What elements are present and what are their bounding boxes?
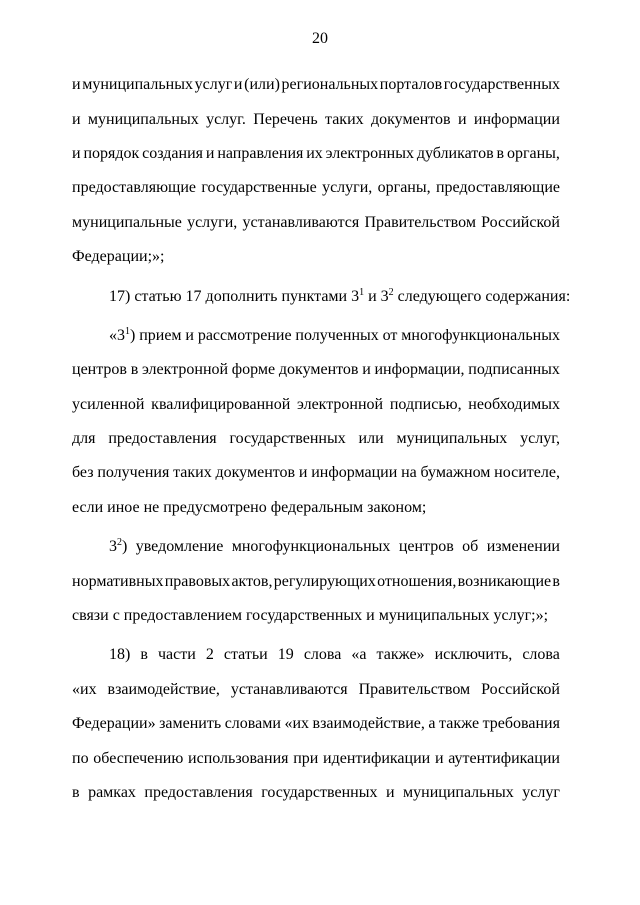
word: для (72, 430, 96, 448)
word: устанавливаются (230, 680, 348, 698)
word: на (401, 464, 417, 482)
word: «$3^1$) (109, 325, 136, 344)
word: порталов (379, 76, 443, 94)
word: предоставления (144, 784, 253, 801)
text-line-1 (72, 68, 560, 102)
word: бумажном (420, 464, 491, 482)
word: использования (188, 749, 289, 767)
word: обеспечению (93, 749, 184, 767)
word: рамках (88, 784, 136, 801)
word: аутентификации (448, 749, 560, 767)
superscript: 2 (388, 286, 394, 298)
word: услуг. (206, 110, 246, 128)
word: электронных (325, 144, 414, 162)
word: правовых (164, 572, 231, 590)
text-line-12 (72, 456, 560, 490)
text-line-3 (72, 137, 560, 171)
text-line-6 (72, 240, 560, 274)
word: муниципальные (72, 213, 182, 231)
word: 19 (277, 646, 294, 664)
word: «их (284, 715, 309, 733)
superscript: 2 (117, 537, 122, 549)
text-line-4 (72, 171, 560, 205)
word: 2 (205, 646, 214, 664)
word: части (157, 646, 196, 664)
text-line-20 (72, 741, 560, 775)
word: Российской (481, 213, 560, 231)
word: Российской (481, 680, 560, 698)
word: статьи (223, 646, 268, 664)
text-line-8 (72, 319, 560, 353)
word: отношения, (377, 572, 457, 590)
word: таких (173, 464, 212, 482)
word: необходимых (468, 395, 560, 413)
word: документов (370, 110, 451, 128)
word: в (496, 144, 505, 162)
word: документов (215, 464, 296, 482)
word: устанавливаются (242, 213, 360, 231)
word: носителе, (494, 464, 560, 482)
word: и (298, 464, 308, 482)
word: квалифицированной (151, 395, 291, 413)
word: требования (482, 715, 560, 733)
word: без (72, 464, 94, 482)
word: Перечень (253, 110, 318, 128)
word: предоставления (108, 430, 217, 448)
word: многофункциональных (231, 538, 391, 556)
word: органы, (377, 179, 431, 197)
word: в (140, 646, 148, 664)
word: дубликатов (416, 144, 494, 162)
word: создания (142, 144, 204, 162)
text-line-5 (72, 206, 560, 240)
word: «их (72, 680, 97, 698)
line-text: 17) статью 17 дополнить пунктами $3^1$ и $3^2$ следующего содержания: (109, 286, 571, 305)
word: прием (139, 326, 182, 344)
word: электронной (297, 395, 384, 413)
word: полученных (295, 326, 379, 344)
word: государственных (261, 784, 378, 801)
word: услуг (194, 76, 233, 94)
word: усиленной (72, 395, 145, 413)
word: таких (325, 110, 364, 128)
word: Правительством (358, 680, 471, 698)
word: уведомление (135, 538, 224, 556)
word: об (462, 538, 479, 556)
text-line-19 (72, 707, 560, 741)
word: рассмотрение (197, 326, 292, 344)
word: актов, (231, 572, 273, 590)
text-line-15 (72, 564, 560, 598)
text-line-10 (72, 388, 560, 422)
word: и (457, 110, 467, 128)
word: регулирующих (273, 572, 376, 590)
word: подписью, (389, 395, 462, 413)
word: электронной (141, 361, 229, 379)
word: (или) (244, 76, 280, 94)
word: многофункциональных (401, 326, 560, 344)
text-line-14 (72, 530, 560, 564)
word: услуги, (187, 213, 238, 231)
word: услуги, (322, 179, 373, 197)
word: государственных (443, 76, 560, 94)
word: услуг, (520, 430, 560, 448)
word: предоставляющие (435, 179, 560, 197)
word: по (72, 749, 89, 767)
word: идентификации (323, 749, 431, 767)
word: 18) (109, 646, 131, 664)
word: взаимодействие, (312, 715, 425, 733)
word: направления (217, 144, 304, 162)
word: возникающие (457, 572, 552, 590)
word: и (434, 749, 444, 767)
word: $3^2$) (109, 537, 128, 556)
word: органы, (506, 144, 560, 162)
word: заменить (159, 715, 222, 733)
word: при (293, 749, 319, 767)
line-text: связи с предоставлением государственных и муниципальных услуг;»; (72, 607, 549, 625)
word: также» (376, 646, 425, 664)
word: муниципальных (82, 76, 193, 94)
word: форме (231, 361, 276, 379)
word: слова (303, 646, 342, 664)
word: получения (97, 464, 170, 482)
word: порядок (83, 144, 140, 162)
word: в (552, 572, 560, 590)
word: муниципальных (396, 430, 508, 448)
text-line-13 (72, 491, 560, 525)
word: словами (224, 715, 281, 733)
word: и (385, 784, 395, 801)
word: нормативных (72, 572, 164, 590)
word: документов (278, 361, 359, 379)
document-body (72, 68, 571, 810)
word: исключить, (434, 646, 513, 664)
word: государственные (201, 179, 317, 197)
text-line-18 (72, 673, 560, 707)
word: региональных (281, 76, 379, 94)
word: центров (72, 361, 127, 379)
superscript: 1 (125, 325, 130, 337)
word: муниципальных (87, 110, 199, 128)
word: и (205, 144, 215, 162)
text-line-9 (72, 353, 560, 387)
word: слова (522, 646, 560, 664)
word: и (233, 76, 243, 94)
text-line-21 (72, 776, 560, 810)
text-line-11 (72, 422, 560, 456)
word: информации (311, 464, 398, 482)
word: и (185, 326, 194, 344)
word: и (72, 110, 81, 128)
word: и (362, 361, 371, 379)
text-line-7 (72, 279, 571, 313)
word: «а (351, 646, 367, 664)
word: от (382, 326, 398, 344)
word: взаимодействие, (107, 680, 220, 698)
page-number: 20 (312, 30, 328, 47)
word: в (130, 361, 139, 379)
line-text: если иное не предусмотрено федеральным законом; (72, 498, 427, 516)
word: или (358, 430, 384, 448)
text-line-2 (72, 102, 560, 136)
word: Федерации» (72, 715, 156, 733)
word: а (428, 715, 436, 733)
word: муниципальных (403, 784, 514, 801)
superscript: 1 (359, 286, 365, 298)
word: подписанных (468, 361, 560, 379)
line-text: Федерации;»; (72, 248, 165, 266)
word: и (72, 144, 81, 162)
word: государственных (229, 430, 346, 448)
text-line-17 (72, 638, 560, 672)
word: информации (473, 110, 560, 128)
word: Правительством (364, 213, 476, 231)
word: центров (398, 538, 454, 556)
word: услуг (522, 784, 560, 801)
word: изменении (486, 538, 560, 556)
word: предоставляющие (72, 179, 197, 197)
word: информации, (374, 361, 465, 379)
text-line-16 (72, 599, 560, 633)
word: также (439, 715, 480, 733)
word: их (306, 144, 323, 162)
word: и (72, 76, 81, 94)
word: в (72, 784, 80, 801)
